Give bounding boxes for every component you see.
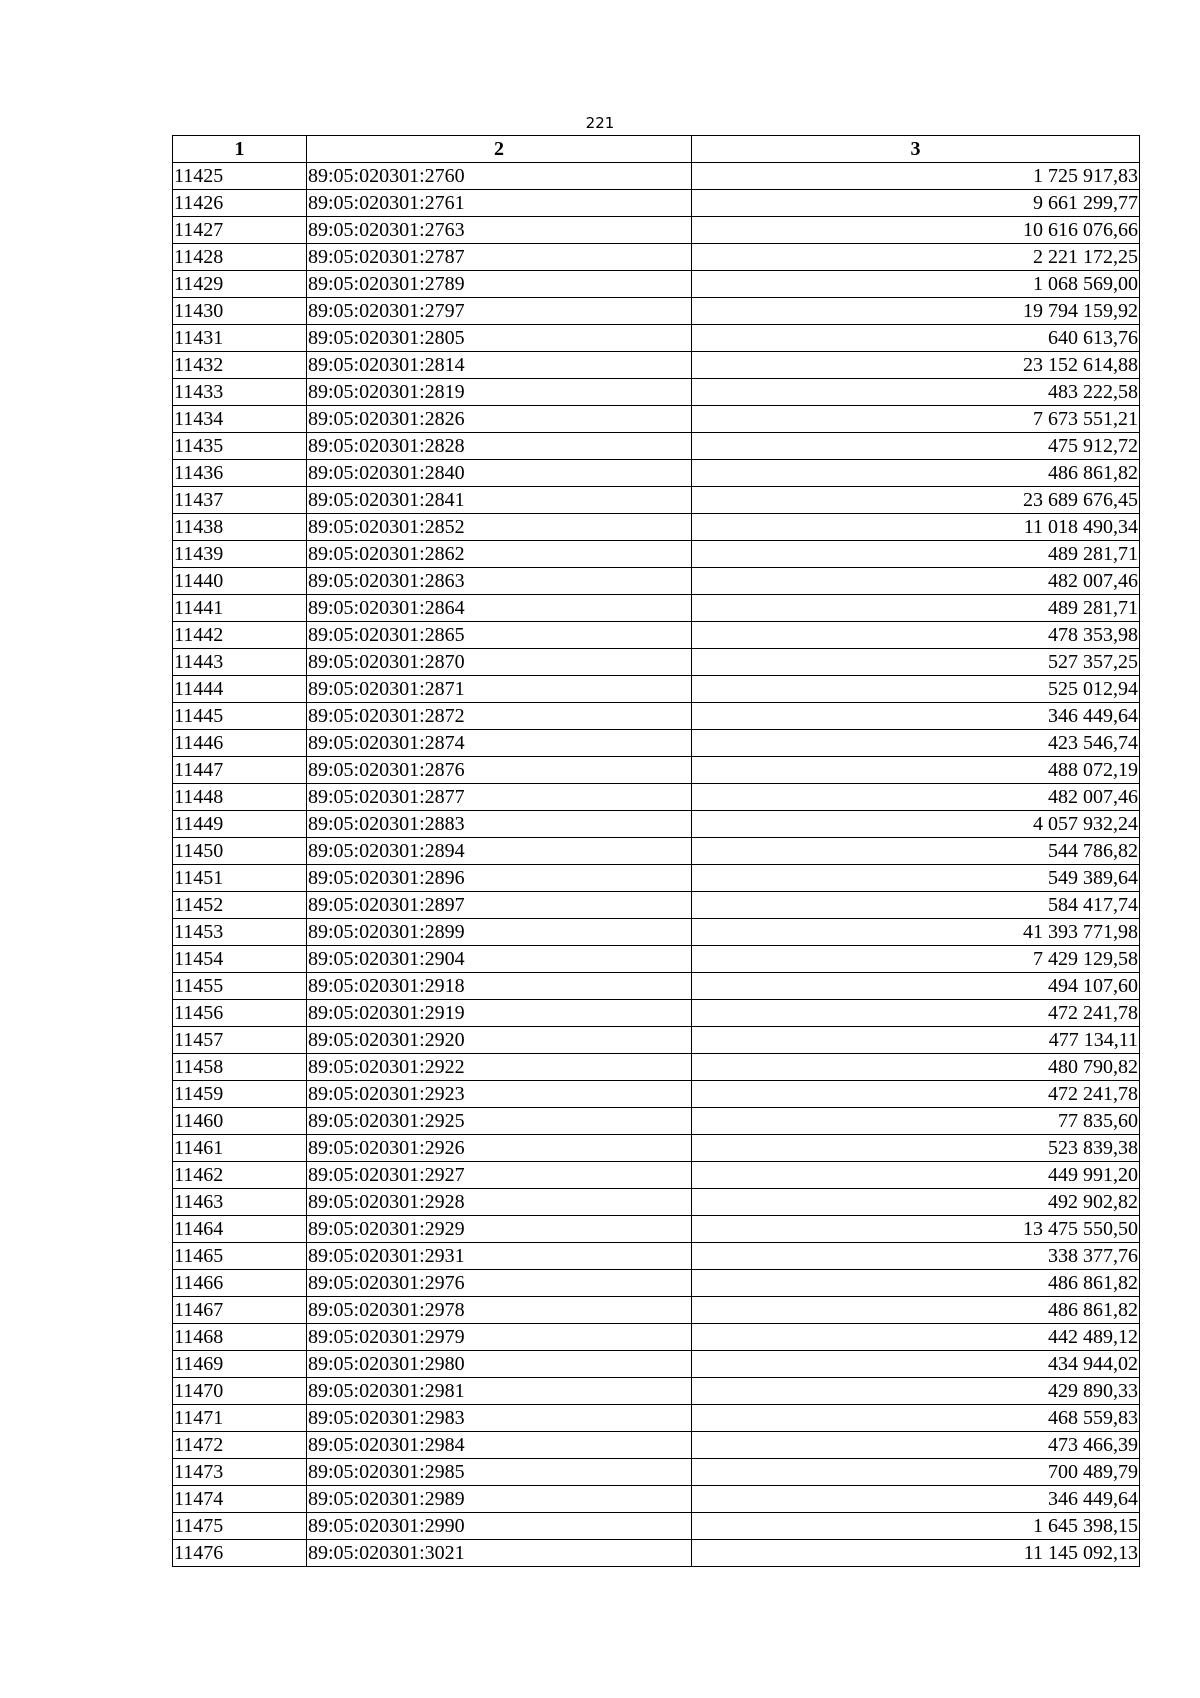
value-cell: 7 429 129,58 <box>692 946 1140 973</box>
value-cell: 488 072,19 <box>692 757 1140 784</box>
cadastral-number-cell: 89:05:020301:2985 <box>307 1459 692 1486</box>
table-row <box>173 595 1140 622</box>
value-cell: 442 489,12 <box>692 1324 1140 1351</box>
cadastral-number-cell: 89:05:020301:2927 <box>307 1162 692 1189</box>
value-cell: 486 861,82 <box>692 1297 1140 1324</box>
row-number-cell: 11466 <box>173 1270 307 1297</box>
row-number-cell: 11443 <box>173 649 307 676</box>
cadastral-number-cell: 89:05:020301:2990 <box>307 1513 692 1540</box>
table-header <box>173 136 1140 163</box>
row-number-cell: 11434 <box>173 406 307 433</box>
cadastral-number-cell: 89:05:020301:2897 <box>307 892 692 919</box>
cadastral-number-cell: 89:05:020301:2899 <box>307 919 692 946</box>
row-number-cell: 11447 <box>173 757 307 784</box>
value-cell: 486 861,82 <box>692 460 1140 487</box>
cadastral-number-cell: 89:05:020301:2819 <box>307 379 692 406</box>
value-cell: 477 134,11 <box>692 1027 1140 1054</box>
table-row <box>173 1459 1140 1486</box>
table-row <box>173 1486 1140 1513</box>
row-number-cell: 11454 <box>173 946 307 973</box>
table-row <box>173 568 1140 595</box>
value-cell: 338 377,76 <box>692 1243 1140 1270</box>
table-row <box>173 487 1140 514</box>
value-cell: 486 861,82 <box>692 1270 1140 1297</box>
table-row <box>173 649 1140 676</box>
value-cell: 480 790,82 <box>692 1054 1140 1081</box>
row-number-cell: 11425 <box>173 163 307 190</box>
cadastral-number-cell: 89:05:020301:2896 <box>307 865 692 892</box>
value-cell: 429 890,33 <box>692 1378 1140 1405</box>
row-number-cell: 11428 <box>173 244 307 271</box>
cadastral-number-cell: 89:05:020301:2862 <box>307 541 692 568</box>
table-row <box>173 1432 1140 1459</box>
value-cell: 19 794 159,92 <box>692 298 1140 325</box>
value-cell: 700 489,79 <box>692 1459 1140 1486</box>
table-row <box>173 298 1140 325</box>
table-row <box>173 1243 1140 1270</box>
cadastral-number-cell: 89:05:020301:2761 <box>307 190 692 217</box>
table-row <box>173 1135 1140 1162</box>
cadastral-number-cell: 89:05:020301:2763 <box>307 217 692 244</box>
column-header-3: 3 <box>692 136 1140 163</box>
table-row <box>173 757 1140 784</box>
row-number-cell: 11461 <box>173 1135 307 1162</box>
value-cell: 527 357,25 <box>692 649 1140 676</box>
cadastral-number-cell: 89:05:020301:2923 <box>307 1081 692 1108</box>
value-cell: 468 559,83 <box>692 1405 1140 1432</box>
value-cell: 523 839,38 <box>692 1135 1140 1162</box>
value-cell: 489 281,71 <box>692 595 1140 622</box>
cadastral-number-cell: 89:05:020301:2981 <box>307 1378 692 1405</box>
row-number-cell: 11468 <box>173 1324 307 1351</box>
table-row <box>173 433 1140 460</box>
row-number-cell: 11453 <box>173 919 307 946</box>
table-body <box>173 163 1140 1567</box>
row-number-cell: 11444 <box>173 676 307 703</box>
value-cell: 482 007,46 <box>692 784 1140 811</box>
cadastral-number-cell: 89:05:020301:2989 <box>307 1486 692 1513</box>
cadastral-number-cell: 89:05:020301:2918 <box>307 973 692 1000</box>
cadastral-number-cell: 89:05:020301:2983 <box>307 1405 692 1432</box>
value-cell: 584 417,74 <box>692 892 1140 919</box>
cadastral-number-cell: 89:05:020301:2797 <box>307 298 692 325</box>
cadastral-number-cell: 89:05:020301:2925 <box>307 1108 692 1135</box>
value-cell: 23 689 676,45 <box>692 487 1140 514</box>
table-row <box>173 352 1140 379</box>
cadastral-number-cell: 89:05:020301:2872 <box>307 703 692 730</box>
table-row <box>173 622 1140 649</box>
value-cell: 11 018 490,34 <box>692 514 1140 541</box>
row-number-cell: 11476 <box>173 1540 307 1567</box>
value-cell: 475 912,72 <box>692 433 1140 460</box>
row-number-cell: 11442 <box>173 622 307 649</box>
value-cell: 1 645 398,15 <box>692 1513 1140 1540</box>
row-number-cell: 11438 <box>173 514 307 541</box>
row-number-cell: 11432 <box>173 352 307 379</box>
row-number-cell: 11437 <box>173 487 307 514</box>
value-cell: 434 944,02 <box>692 1351 1140 1378</box>
row-number-cell: 11459 <box>173 1081 307 1108</box>
row-number-cell: 11467 <box>173 1297 307 1324</box>
row-number-cell: 11451 <box>173 865 307 892</box>
cadastral-number-cell: 89:05:020301:2929 <box>307 1216 692 1243</box>
value-cell: 473 466,39 <box>692 1432 1140 1459</box>
row-number-cell: 11473 <box>173 1459 307 1486</box>
row-number-cell: 11457 <box>173 1027 307 1054</box>
table-row <box>173 730 1140 757</box>
value-cell: 423 546,74 <box>692 730 1140 757</box>
table-row <box>173 676 1140 703</box>
value-cell: 472 241,78 <box>692 1000 1140 1027</box>
cadastral-number-cell: 89:05:020301:2919 <box>307 1000 692 1027</box>
row-number-cell: 11456 <box>173 1000 307 1027</box>
table-row <box>173 325 1140 352</box>
table-row <box>173 1189 1140 1216</box>
cadastral-number-cell: 89:05:020301:2978 <box>307 1297 692 1324</box>
table-row <box>173 838 1140 865</box>
value-cell: 525 012,94 <box>692 676 1140 703</box>
value-cell: 346 449,64 <box>692 703 1140 730</box>
cadastral-number-cell: 89:05:020301:2805 <box>307 325 692 352</box>
value-cell: 2 221 172,25 <box>692 244 1140 271</box>
cadastral-number-cell: 89:05:020301:2814 <box>307 352 692 379</box>
row-number-cell: 11440 <box>173 568 307 595</box>
table-row <box>173 703 1140 730</box>
table-row <box>173 1540 1140 1567</box>
value-cell: 23 152 614,88 <box>692 352 1140 379</box>
row-number-cell: 11460 <box>173 1108 307 1135</box>
cadastral-number-cell: 89:05:020301:2789 <box>307 271 692 298</box>
table-row <box>173 1000 1140 1027</box>
table-row <box>173 865 1140 892</box>
row-number-cell: 11475 <box>173 1513 307 1540</box>
row-number-cell: 11474 <box>173 1486 307 1513</box>
table-row <box>173 217 1140 244</box>
cadastral-number-cell: 89:05:020301:2787 <box>307 244 692 271</box>
column-header-2: 2 <box>307 136 692 163</box>
value-cell: 472 241,78 <box>692 1081 1140 1108</box>
value-cell: 11 145 092,13 <box>692 1540 1140 1567</box>
table-row <box>173 811 1140 838</box>
cadastral-number-cell: 89:05:020301:2976 <box>307 1270 692 1297</box>
table-row <box>173 892 1140 919</box>
cadastral-number-cell: 89:05:020301:2883 <box>307 811 692 838</box>
cadastral-number-cell: 89:05:020301:2841 <box>307 487 692 514</box>
row-number-cell: 11446 <box>173 730 307 757</box>
table-row <box>173 514 1140 541</box>
cadastral-number-cell: 89:05:020301:2871 <box>307 676 692 703</box>
row-number-cell: 11429 <box>173 271 307 298</box>
value-cell: 640 613,76 <box>692 325 1140 352</box>
cadastral-number-cell: 89:05:020301:2852 <box>307 514 692 541</box>
table-row <box>173 1351 1140 1378</box>
table-row <box>173 1405 1140 1432</box>
row-number-cell: 11469 <box>173 1351 307 1378</box>
row-number-cell: 11465 <box>173 1243 307 1270</box>
cadastral-number-cell: 89:05:020301:2926 <box>307 1135 692 1162</box>
page-number: 221 <box>585 114 615 132</box>
table-row <box>173 244 1140 271</box>
value-cell: 13 475 550,50 <box>692 1216 1140 1243</box>
row-number-cell: 11433 <box>173 379 307 406</box>
row-number-cell: 11452 <box>173 892 307 919</box>
cadastral-number-cell: 89:05:020301:2876 <box>307 757 692 784</box>
table-row <box>173 1216 1140 1243</box>
table-row <box>173 379 1140 406</box>
cadastral-number-cell: 89:05:020301:2874 <box>307 730 692 757</box>
cadastral-number-cell: 89:05:020301:2840 <box>307 460 692 487</box>
row-number-cell: 11463 <box>173 1189 307 1216</box>
value-cell: 346 449,64 <box>692 1486 1140 1513</box>
cadastral-number-cell: 89:05:020301:2928 <box>307 1189 692 1216</box>
row-number-cell: 11436 <box>173 460 307 487</box>
value-cell: 482 007,46 <box>692 568 1140 595</box>
cadastral-number-cell: 89:05:020301:2904 <box>307 946 692 973</box>
value-cell: 9 661 299,77 <box>692 190 1140 217</box>
value-cell: 1 725 917,83 <box>692 163 1140 190</box>
table-row <box>173 1378 1140 1405</box>
cadastral-number-cell: 89:05:020301:2979 <box>307 1324 692 1351</box>
table-row <box>173 1513 1140 1540</box>
cadastral-number-cell: 89:05:020301:2984 <box>307 1432 692 1459</box>
value-cell: 1 068 569,00 <box>692 271 1140 298</box>
cadastral-number-cell: 89:05:020301:2863 <box>307 568 692 595</box>
cadastral-number-cell: 89:05:020301:2980 <box>307 1351 692 1378</box>
row-number-cell: 11462 <box>173 1162 307 1189</box>
table-row <box>173 1054 1140 1081</box>
cadastral-number-cell: 89:05:020301:2826 <box>307 406 692 433</box>
value-cell: 494 107,60 <box>692 973 1140 1000</box>
table-row <box>173 784 1140 811</box>
row-number-cell: 11448 <box>173 784 307 811</box>
table-row <box>173 946 1140 973</box>
cadastral-number-cell: 89:05:020301:2760 <box>307 163 692 190</box>
table-row <box>173 1027 1140 1054</box>
row-number-cell: 11472 <box>173 1432 307 1459</box>
table-row <box>173 541 1140 568</box>
cadastral-number-cell: 89:05:020301:2931 <box>307 1243 692 1270</box>
row-number-cell: 11449 <box>173 811 307 838</box>
table-row <box>173 1162 1140 1189</box>
row-number-cell: 11470 <box>173 1378 307 1405</box>
value-cell: 489 281,71 <box>692 541 1140 568</box>
cadastral-number-cell: 89:05:020301:2828 <box>307 433 692 460</box>
table-row <box>173 1324 1140 1351</box>
table-row <box>173 190 1140 217</box>
cadastral-number-cell: 89:05:020301:2870 <box>307 649 692 676</box>
value-cell: 7 673 551,21 <box>692 406 1140 433</box>
row-number-cell: 11435 <box>173 433 307 460</box>
table-row <box>173 406 1140 433</box>
value-cell: 4 057 932,24 <box>692 811 1140 838</box>
value-cell: 77 835,60 <box>692 1108 1140 1135</box>
row-number-cell: 11445 <box>173 703 307 730</box>
table-row <box>173 973 1140 1000</box>
row-number-cell: 11431 <box>173 325 307 352</box>
table-row <box>173 163 1140 190</box>
row-number-cell: 11450 <box>173 838 307 865</box>
cadastral-number-cell: 89:05:020301:3021 <box>307 1540 692 1567</box>
cadastral-number-cell: 89:05:020301:2865 <box>307 622 692 649</box>
header-row <box>173 136 1140 163</box>
value-cell: 10 616 076,66 <box>692 217 1140 244</box>
row-number-cell: 11439 <box>173 541 307 568</box>
cadastral-number-cell: 89:05:020301:2894 <box>307 838 692 865</box>
column-header-1: 1 <box>173 136 307 163</box>
row-number-cell: 11427 <box>173 217 307 244</box>
value-cell: 449 991,20 <box>692 1162 1140 1189</box>
table-row <box>173 460 1140 487</box>
value-cell: 544 786,82 <box>692 838 1140 865</box>
value-cell: 483 222,58 <box>692 379 1140 406</box>
value-cell: 41 393 771,98 <box>692 919 1140 946</box>
table-row <box>173 1297 1140 1324</box>
cadastral-number-cell: 89:05:020301:2877 <box>307 784 692 811</box>
table-row <box>173 1108 1140 1135</box>
table-row <box>173 1081 1140 1108</box>
data-table <box>172 135 1140 1567</box>
row-number-cell: 11441 <box>173 595 307 622</box>
cadastral-number-cell: 89:05:020301:2920 <box>307 1027 692 1054</box>
value-cell: 492 902,82 <box>692 1189 1140 1216</box>
row-number-cell: 11471 <box>173 1405 307 1432</box>
table-row <box>173 919 1140 946</box>
row-number-cell: 11458 <box>173 1054 307 1081</box>
table-row <box>173 1270 1140 1297</box>
table-row <box>173 271 1140 298</box>
row-number-cell: 11426 <box>173 190 307 217</box>
cadastral-number-cell: 89:05:020301:2864 <box>307 595 692 622</box>
row-number-cell: 11455 <box>173 973 307 1000</box>
row-number-cell: 11430 <box>173 298 307 325</box>
value-cell: 478 353,98 <box>692 622 1140 649</box>
row-number-cell: 11464 <box>173 1216 307 1243</box>
cadastral-number-cell: 89:05:020301:2922 <box>307 1054 692 1081</box>
value-cell: 549 389,64 <box>692 865 1140 892</box>
